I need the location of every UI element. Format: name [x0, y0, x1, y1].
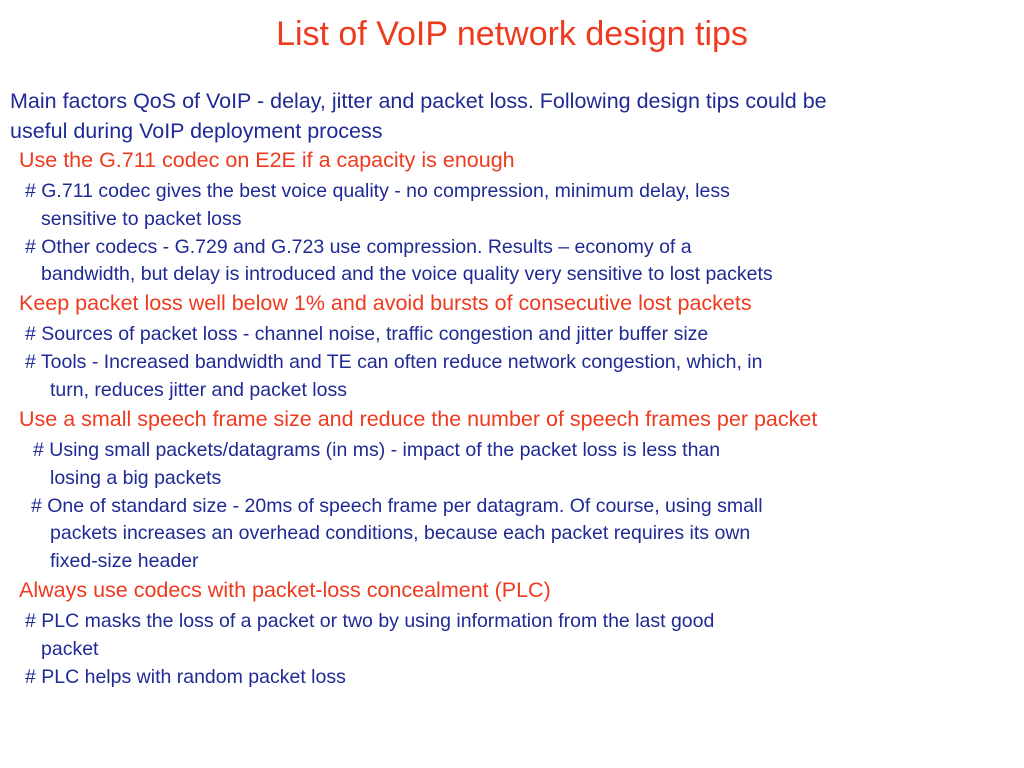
- bullet-line: packet: [41, 638, 99, 660]
- intro-line-2: useful during VoIP deployment process: [10, 119, 383, 143]
- bullet-line: # Other codecs - G.729 and G.723 use compression. Results – economy of a: [25, 236, 692, 258]
- bullet-line: # PLC masks the loss of a packet or two by using information from the last good: [25, 610, 715, 632]
- slide-title: List of VoIP network design tips: [276, 15, 748, 53]
- bullet-line: sensitive to packet loss: [41, 208, 242, 230]
- bullet-line: fixed-size header: [50, 550, 199, 572]
- bullet-line: # Tools - Increased bandwidth and TE can often reduce network congestion, which, in: [25, 351, 763, 373]
- bullet-line: # PLC helps with random packet loss: [25, 666, 346, 688]
- intro-paragraph: [10, 86, 1010, 146]
- section-heading-speech-frame: Use a small speech frame size and reduce the number of speech frames per packet: [19, 407, 818, 431]
- bullet-line: losing a big packets: [50, 467, 222, 489]
- bullet-line: # G.711 codec gives the best voice quality - no compression, minimum delay, less: [25, 180, 730, 202]
- bullet-line: # Using small packets/datagrams (in ms) - impact of the packet loss is less than: [33, 439, 721, 461]
- intro-line-1: Main factors QoS of VoIP - delay, jitter and packet loss. Following design tips could be: [10, 89, 827, 113]
- bullet-line: # Sources of packet loss - channel noise, traffic congestion and jitter buffer size: [25, 323, 709, 345]
- bullet-line: bandwidth, but delay is introduced and the voice quality very sensitive to lost packets: [41, 263, 773, 285]
- section-heading-packet-loss: Keep packet loss well below 1% and avoid bursts of consecutive lost packets: [19, 291, 752, 315]
- bullet-line: packets increases an overhead conditions, because each packet requires its own: [50, 522, 751, 544]
- section-heading-g711: Use the G.711 codec on E2E if a capacity is enough: [19, 148, 515, 172]
- bullet-line: # One of standard size - 20ms of speech frame per datagram. Of course, using small: [31, 495, 763, 517]
- bullet-line: turn, reduces jitter and packet loss: [50, 379, 347, 401]
- section-heading-plc: Always use codecs with packet-loss concealment (PLC): [19, 578, 551, 602]
